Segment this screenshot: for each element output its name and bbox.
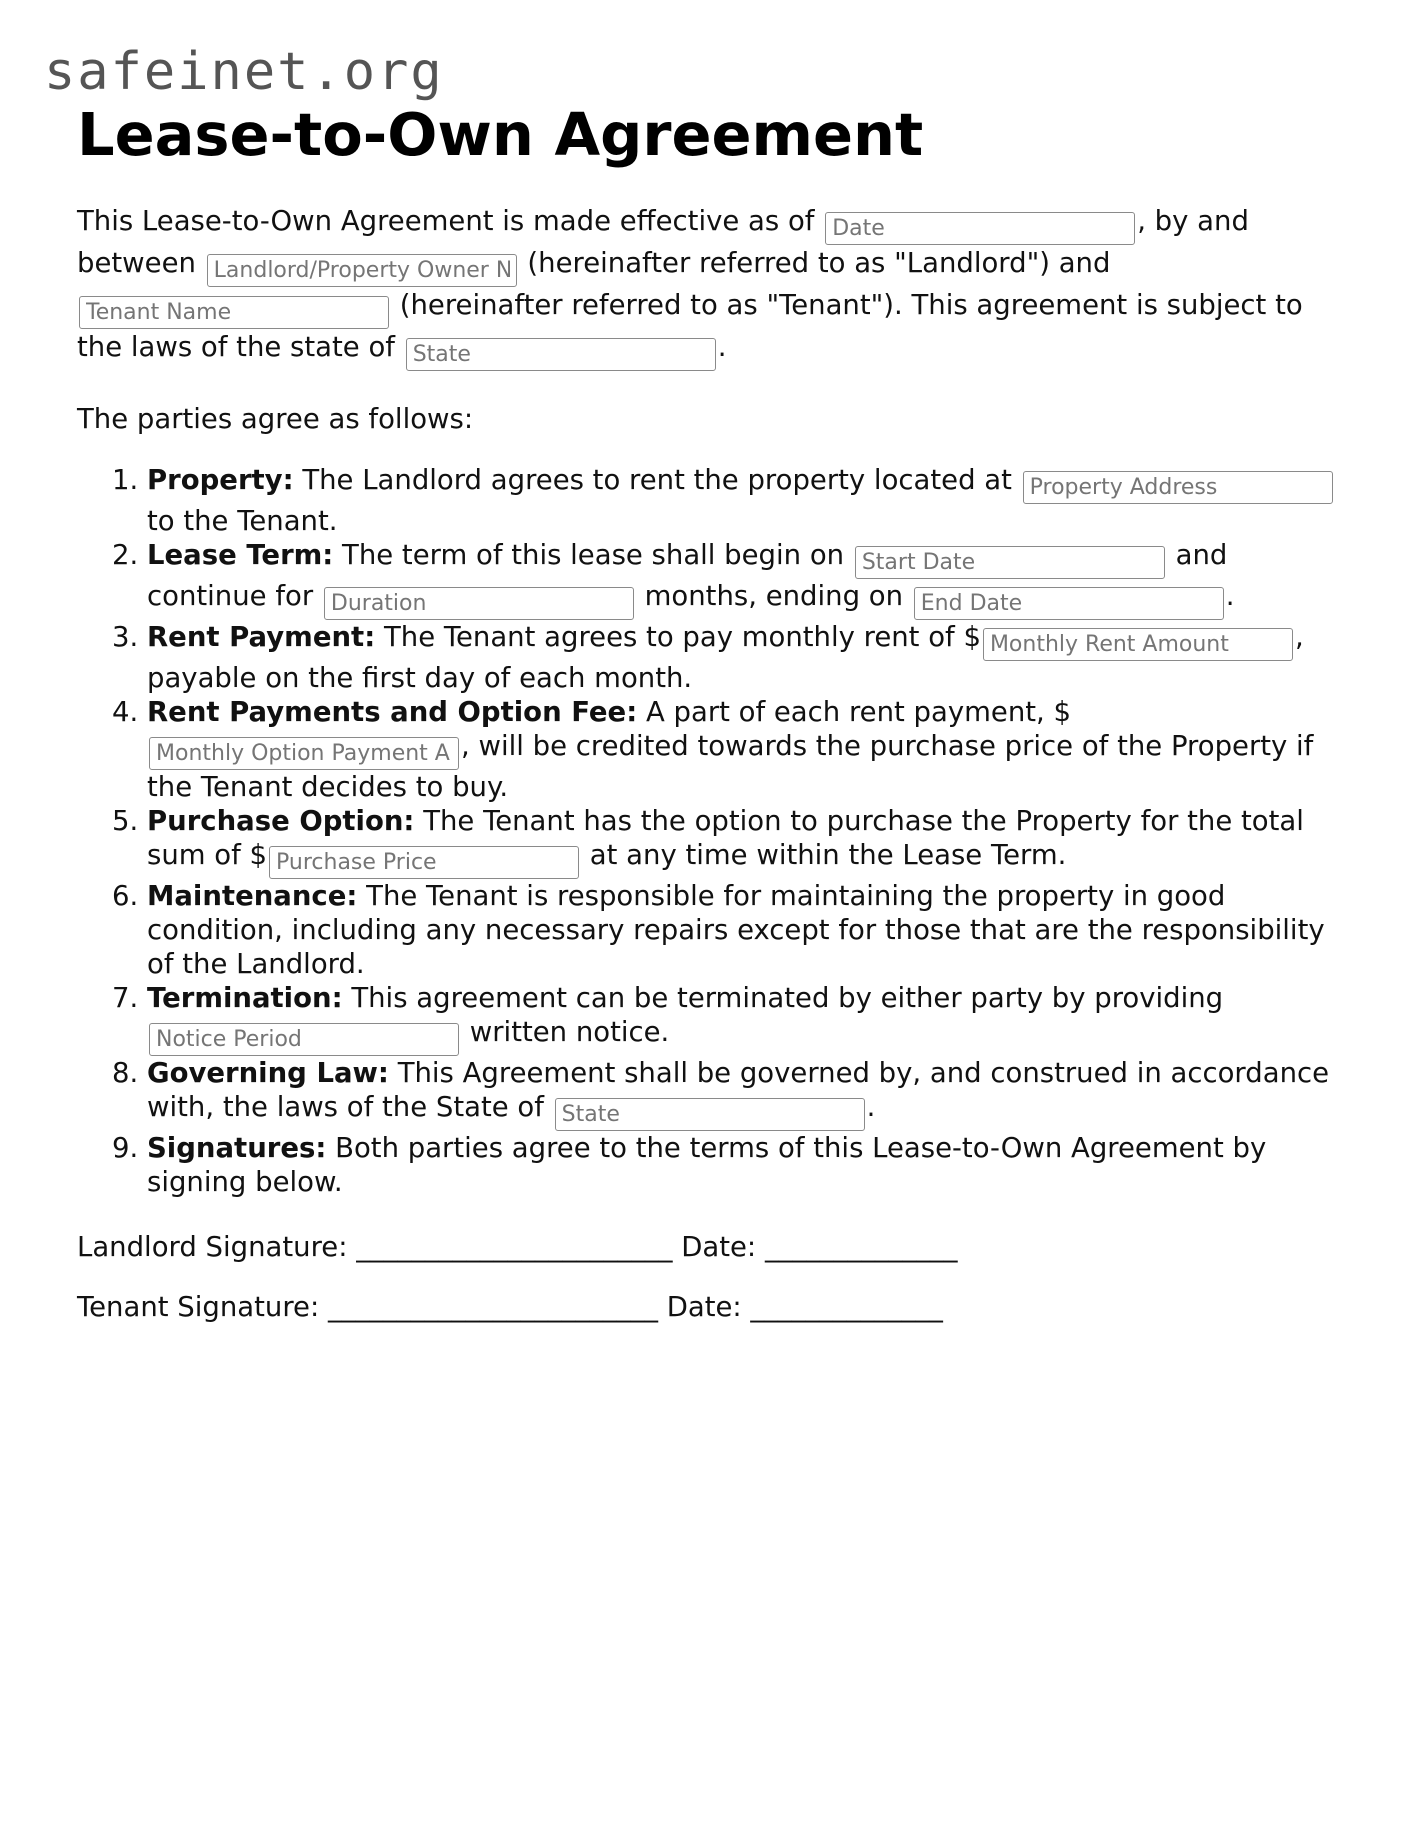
intro-state-input[interactable] xyxy=(406,338,716,371)
term-label: Rent Payment: xyxy=(147,621,376,653)
term-text: months, ending on xyxy=(644,580,904,612)
term-label: Termination: xyxy=(147,982,343,1014)
intro-text-5: . xyxy=(717,331,727,363)
term-text: written notice. xyxy=(469,1016,670,1048)
term-label: Signatures: xyxy=(147,1132,327,1164)
intro-paragraph xyxy=(77,203,1347,371)
notice-period-input[interactable] xyxy=(149,1023,459,1056)
intro-text-2: , by and between xyxy=(77,205,1249,279)
term-purchase-option xyxy=(147,804,1347,879)
term-text: The Tenant agrees to pay monthly rent of $ xyxy=(383,621,981,653)
end-date-input[interactable] xyxy=(914,587,1224,620)
term-label: Property: xyxy=(147,464,294,496)
property-address-input[interactable] xyxy=(1023,471,1333,504)
landlord-signature-line: Landlord Signature: _______________________ Date: ______________ xyxy=(77,1231,958,1263)
term-text: This Agreement shall be governed by, and construed in accordance with, the laws of the State of xyxy=(147,1057,1330,1123)
term-label: Governing Law: xyxy=(147,1057,389,1089)
term-text: Both parties agree to the terms of this Lease-to-Own Agreement by signing below. xyxy=(147,1132,1267,1198)
term-label: Maintenance: xyxy=(147,880,358,912)
term-label: Lease Term: xyxy=(147,539,334,571)
term-rent-payment xyxy=(147,620,1347,695)
term-text: , payable on the first day of each month. xyxy=(147,621,1304,694)
term-lease-term xyxy=(147,538,1347,620)
term-text: The Tenant is responsible for maintaining the property in good condition, including any necessary repairs except for those that are the responsibility of the Landlord. xyxy=(147,880,1325,980)
intro-text-3: (hereinafter referred to as "Landlord") and xyxy=(527,247,1111,279)
tenant-name-input[interactable] xyxy=(79,296,389,329)
duration-input[interactable] xyxy=(324,587,634,620)
intro-text-1: This Lease-to-Own Agreement is made effective as of xyxy=(77,205,815,237)
term-maintenance xyxy=(147,879,1347,981)
term-text: at any time within the Lease Term. xyxy=(589,839,1067,871)
term-text: , will be credited towards the purchase price of the Property if the Tenant decides to buy. xyxy=(147,730,1314,803)
watermark: safeinet.org xyxy=(44,42,444,102)
term-text: . xyxy=(866,1091,876,1123)
term-text: This agreement can be terminated by either party by providing xyxy=(351,982,1224,1014)
governing-state-input[interactable] xyxy=(555,1098,865,1131)
term-text: The Landlord agrees to rent the property located at xyxy=(302,464,1012,496)
tenant-signature-line: Tenant Signature: ________________________ Date: ______________ xyxy=(77,1291,943,1323)
term-text: The Tenant has the option to purchase the Property for the total sum of $ xyxy=(147,805,1304,871)
term-text: The term of this lease shall begin on xyxy=(342,539,845,571)
document-body xyxy=(77,95,1347,1325)
term-signatures xyxy=(147,1131,1347,1199)
purchase-price-input[interactable] xyxy=(269,846,579,879)
start-date-input[interactable] xyxy=(855,546,1165,579)
effective-date-input[interactable] xyxy=(825,212,1135,245)
term-label: Rent Payments and Option Fee: xyxy=(147,696,638,728)
term-label: Purchase Option: xyxy=(147,805,415,837)
term-text: A part of each rent payment, $ xyxy=(645,696,1072,728)
term-text: to the Tenant. xyxy=(147,505,338,537)
terms-list xyxy=(77,463,1347,1199)
intro-text-4: (hereinafter referred to as "Tenant"). This agreement is subject to the laws of the state of xyxy=(77,289,1303,363)
parties-text: The parties agree as follows: xyxy=(77,403,474,435)
monthly-rent-input[interactable] xyxy=(983,628,1293,661)
term-governing-law xyxy=(147,1056,1347,1131)
document-title: Lease-to-Own Agreement xyxy=(77,100,924,169)
term-option-fee xyxy=(147,695,1347,804)
term-text: and continue for xyxy=(147,539,1228,612)
option-payment-input[interactable] xyxy=(149,737,459,770)
term-property xyxy=(147,463,1347,538)
term-text: . xyxy=(1225,580,1235,612)
term-termination xyxy=(147,981,1347,1056)
landlord-name-input[interactable] xyxy=(207,254,517,287)
